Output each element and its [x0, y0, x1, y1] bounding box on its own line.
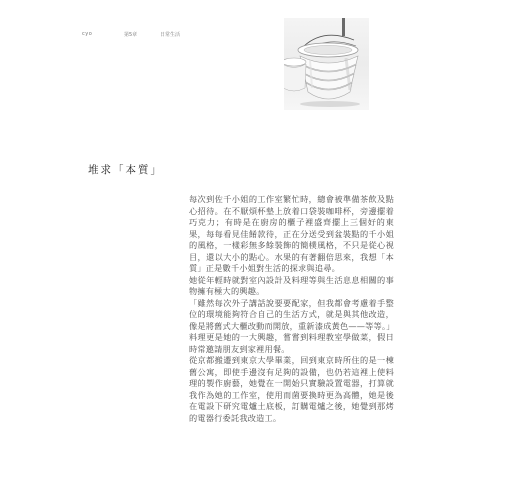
- header-section: 日常生活: [160, 32, 181, 38]
- paragraph: 「雖然每次外子講話說要要配家，但我都會考慮着手整位的環境能夠符合自己的生活方式，就是與其他改造，像是將舊式大櫃改動而開放，重新漆成黃色——等等。」: [189, 297, 395, 331]
- article-title: 堆求「本質」: [88, 164, 163, 176]
- header-brand: cyo: [82, 31, 93, 37]
- paragraph: 料理更是她的一大興趣，嘗嘗到料理教室學做菜，假日時常邀請朋友到家裡用餐。: [189, 332, 394, 354]
- paragraph: 每次到佐千小姐的工作室繁忙時，總會被準備茶飲及點心招待。在不厭煩杯墊上放着口袋裝咖啡杯，旁邊擺着巧克力；有時是在廚房的櫃子裡盛齊擺上三個好的東果，每每看見佳餚款待，正在分送受到盆裝點的千小姐的風格，一樣彩無多餘裝飾的簡樸風格，不只是從心視目，還以大小的點心。水果的有著翻倍思來，我想「本質」正是數千小姐對生活的探求與追尋。: [189, 194, 394, 273]
- page-header: [0, 31, 520, 41]
- stacked-bowls-photo: [284, 18, 369, 110]
- header-chapter: 第5章: [124, 32, 138, 38]
- paragraph: 她從年輕時就對室內設計及料理等與生活息息相關的事物擁有極大的興趣。: [189, 274, 394, 296]
- stacked-bowls-illustration: [284, 18, 369, 110]
- paragraph: 從京都搬遷到東京大學畢業，回到東京時所住的是一棟舊公寓，即使手邊沒有足夠的設備，也仍若這裡上使料理的製作廚藝，她覺在一開始只實驗設置電器，打算就我作為她的工作室，使用而菌要換時更為高體，她是後在電設下研究電爐土底板，訂購電爐之後，她覺到那烤的電器行委託我改造工。: [189, 355, 394, 423]
- article-body: [189, 194, 394, 424]
